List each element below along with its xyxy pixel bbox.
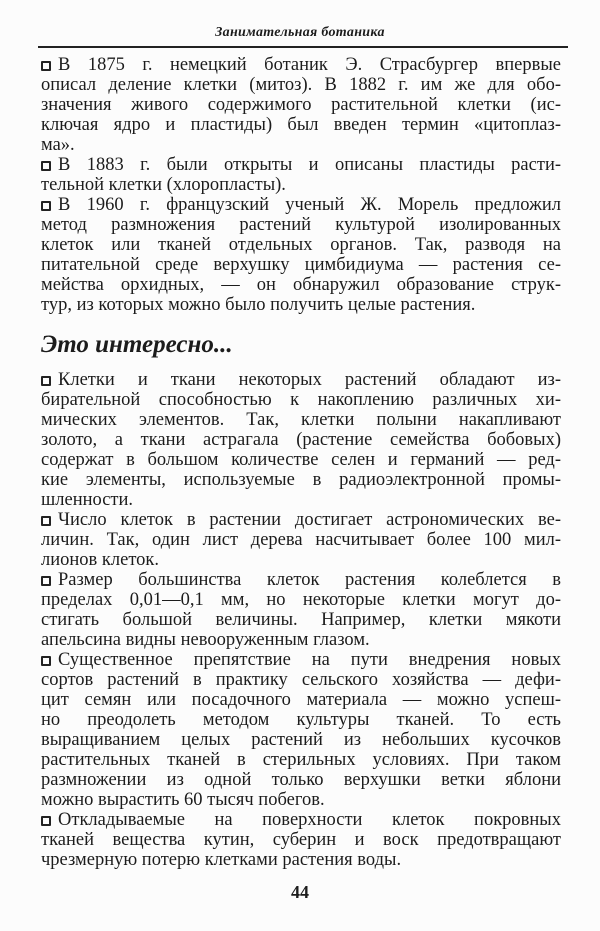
text-line	[41, 850, 561, 870]
line-text: метод размножения растений культурой изолированных	[41, 215, 561, 235]
line-text: тканей вещества кутин, суберин и воск предотвращают	[41, 830, 561, 850]
checkbox-bullet-icon	[41, 516, 51, 526]
line-text: Клетки и ткани некоторых растений обладают из-	[58, 370, 561, 390]
line-text: размножении из одной только верхушки ветки яблони	[41, 770, 561, 790]
checkbox-bullet-icon	[41, 161, 51, 171]
header-rule	[38, 46, 568, 48]
text-line	[41, 430, 561, 450]
text-line	[41, 390, 561, 410]
text-line	[41, 470, 561, 490]
page-number: 44	[291, 882, 309, 902]
text-line	[41, 530, 561, 550]
paragraph	[41, 810, 561, 870]
line-text: Число клеток в растении достигает астрономических ве-	[58, 510, 561, 530]
text-line	[41, 730, 561, 750]
line-text: Размер большинства клеток растения колеблется в	[58, 570, 561, 590]
line-text: мических элементов. Так, клетки полыни накапливают	[41, 410, 561, 430]
line-text: но преодолеть методом культуры тканей. То есть	[41, 710, 561, 730]
text-line	[41, 570, 561, 590]
line-text: сортов растений в практику сельского хозяйства — дефи-	[41, 670, 561, 690]
checkbox-bullet-icon	[41, 376, 51, 386]
checkbox-bullet-icon	[41, 816, 51, 826]
line-text: ключая ядро и пластиды) был введен термин «цитоплаз-	[41, 115, 561, 135]
text-line	[41, 135, 561, 155]
checkbox-bullet-icon	[41, 201, 51, 211]
text-line	[41, 255, 561, 275]
line-text: шленности.	[41, 490, 134, 510]
line-text: В 1883 г. были открыты и описаны пластиды расти-	[58, 155, 561, 175]
line-text: содержат в большом количестве селен и германий — ред-	[41, 450, 561, 470]
line-text: В 1875 г. немецкий ботаник Э. Страсбургер впервые	[58, 55, 561, 75]
text-line	[41, 810, 561, 830]
paragraph	[41, 55, 561, 155]
text-line	[41, 410, 561, 430]
line-text: клеток или тканей отдельных органов. Так, разводя на	[41, 235, 561, 255]
text-line	[41, 490, 561, 510]
line-text: лионов клеток.	[41, 550, 160, 570]
text-line	[41, 750, 561, 770]
line-text: растительных тканей в стерильных условиях. При таком	[41, 750, 561, 770]
section-interesting-facts	[41, 370, 561, 870]
paragraph	[41, 510, 561, 570]
line-text: Существенное препятствие на пути внедрения новых	[58, 650, 561, 670]
paragraph	[41, 570, 561, 650]
text-line	[41, 450, 561, 470]
text-line	[41, 650, 561, 670]
text-line	[41, 55, 561, 75]
text-line	[41, 195, 561, 215]
line-text: мейства орхидных, — он обнаружил образование струк-	[41, 275, 561, 295]
text-line	[41, 610, 561, 630]
text-line	[41, 275, 561, 295]
text-line	[41, 215, 561, 235]
line-text: цит семян или посадочного материала — можно успеш-	[41, 690, 561, 710]
paragraph	[41, 155, 561, 195]
line-text: тельной клетки (хлоропласты).	[41, 175, 286, 195]
text-line	[41, 590, 561, 610]
line-text: пределах 0,01—0,1 мм, но некоторые клетки могут до-	[41, 590, 561, 610]
line-text: бирательной способностью к накоплению различных хи-	[41, 390, 561, 410]
line-text: Откладываемые на поверхности клеток покровных	[58, 810, 561, 830]
text-line	[41, 790, 561, 810]
text-line	[41, 710, 561, 730]
line-text: золото, а ткани астрагала (растение семейства бобовых)	[41, 430, 561, 450]
text-line	[41, 95, 561, 115]
text-line	[41, 630, 561, 650]
section-history	[41, 55, 561, 315]
line-text: кие элементы, используемые в радиоэлектронной промы-	[41, 470, 561, 490]
checkbox-bullet-icon	[41, 656, 51, 666]
text-line	[41, 75, 561, 95]
line-text: стигать большой величины. Например, клетки мякоти	[41, 610, 561, 630]
line-text: чрезмерную потерю клетками растения воды.	[41, 850, 402, 870]
section-heading: Это интересно...	[41, 331, 233, 358]
text-line	[41, 670, 561, 690]
line-text: тур, из которых можно было получить целые растения.	[41, 295, 476, 315]
text-line	[41, 235, 561, 255]
text-line	[41, 295, 561, 315]
line-text: апельсина видны невооруженным глазом.	[41, 630, 370, 650]
line-text: В 1960 г. французский ученый Ж. Морель предложил	[58, 195, 561, 215]
text-line	[41, 770, 561, 790]
line-text: выращиванием целых растений из небольших кусочков	[41, 730, 561, 750]
running-head: Занимательная ботаника	[215, 25, 385, 40]
line-text: значения живого содержимого растительной клетки (ис-	[41, 95, 561, 115]
text-line	[41, 830, 561, 850]
line-text: можно вырастить 60 тысяч побегов.	[41, 790, 325, 810]
paragraph	[41, 370, 561, 510]
text-line	[41, 370, 561, 390]
text-line	[41, 175, 561, 195]
checkbox-bullet-icon	[41, 61, 51, 71]
line-text: описал деление клетки (митоз). В 1882 г. им же для обо-	[41, 75, 561, 95]
paragraph	[41, 195, 561, 315]
text-line	[41, 115, 561, 135]
text-line	[41, 155, 561, 175]
text-line	[41, 690, 561, 710]
text-line	[41, 510, 561, 530]
line-text: ма».	[41, 135, 75, 155]
text-line	[41, 550, 561, 570]
paragraph	[41, 650, 561, 810]
line-text: питательной среде верхушку цимбидиума — растения се-	[41, 255, 561, 275]
checkbox-bullet-icon	[41, 576, 51, 586]
line-text: личин. Так, один лист дерева насчитывает более 100 мил-	[41, 530, 561, 550]
